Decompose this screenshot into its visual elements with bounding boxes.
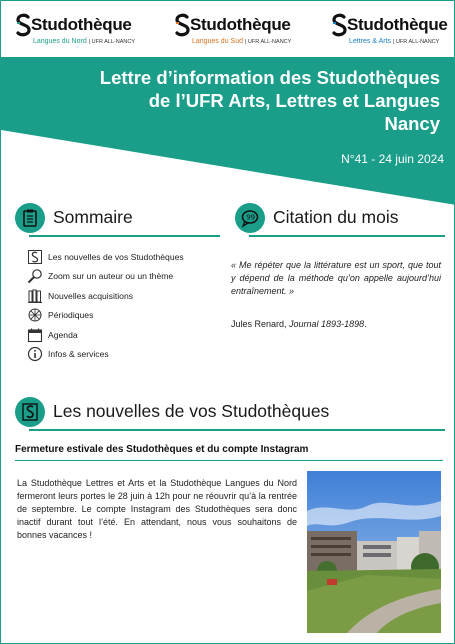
citation-header xyxy=(235,203,445,237)
toc-item[interactable]: Les nouvelles de vos Studothèques xyxy=(27,247,217,267)
speech-bubble-icon xyxy=(235,203,265,233)
article-title: Fermeture estivale des Studothèques et du compte Instagram xyxy=(15,444,309,455)
logo-subtitle: Langues du Nord | UFR ALL-NANCY xyxy=(33,38,136,45)
toc-item[interactable]: Périodiques xyxy=(27,306,217,326)
quote-text: « Me répéter que la littérature est un sport, que tout y dépend de la méthode qu’on appelle aujourd’hui entraînement. » xyxy=(231,260,441,296)
books-icon xyxy=(27,288,43,304)
campus-photo xyxy=(307,471,441,633)
logo-subtitle: Lettres & Arts | UFR ALL-NANCY xyxy=(349,38,440,45)
studotheque-icon xyxy=(27,249,43,265)
article-divider xyxy=(15,460,443,461)
article-text: La Studothèque Lettres et Arts et la Studothèque Langues du Nord fermeront leurs portes le 28 juin à 12h pour ne réouvrir qu’à la rentrée de septembre. Le compte Instagram des Studothèques sera donc inactif durant tout l’été. En attendant, nous vous souhaitons de bonnes vacances ! xyxy=(17,478,297,540)
logo-subtitle: Langues du Sud | UFR ALL-NANCY xyxy=(192,38,292,45)
svg-text:99: 99 xyxy=(246,213,256,222)
logo-title: Studothèque xyxy=(190,15,291,34)
header-banner xyxy=(1,57,455,207)
sommaire-header xyxy=(15,203,220,237)
clipboard-icon xyxy=(15,203,45,233)
nouvelles-title: Les nouvelles de vos Studothèques xyxy=(53,401,330,421)
sommaire-list xyxy=(27,247,217,364)
studotheque-icon xyxy=(15,397,45,427)
issue-number: N°41 - 24 juin 2024 xyxy=(341,152,444,166)
toc-item[interactable]: Infos & services xyxy=(27,345,217,365)
newsletter-title: Lettre d’information des Studothèques de l’UFR Arts, Lettres et Langues Nancy xyxy=(99,67,440,134)
quote-author: Jules Renard, Journal 1893-1898. xyxy=(231,319,367,329)
citation-title: Citation du mois xyxy=(273,207,399,227)
logo-title: Studothèque xyxy=(347,15,448,34)
section-divider xyxy=(249,235,445,237)
periodicals-icon xyxy=(27,307,43,323)
logos-row xyxy=(1,11,455,53)
toc-item[interactable]: Nouvelles acquisitions xyxy=(27,286,217,306)
sommaire-title: Sommaire xyxy=(53,207,133,227)
magnifier-icon xyxy=(27,268,43,284)
logo-title: Studothèque xyxy=(31,15,132,34)
section-divider xyxy=(29,235,220,237)
nouvelles-header xyxy=(15,397,445,431)
section-divider xyxy=(29,429,445,431)
toc-item[interactable]: Zoom sur un auteur ou un thème xyxy=(27,267,217,287)
toc-item[interactable]: Agenda xyxy=(27,325,217,345)
calendar-icon xyxy=(27,327,43,343)
info-icon xyxy=(27,346,43,362)
